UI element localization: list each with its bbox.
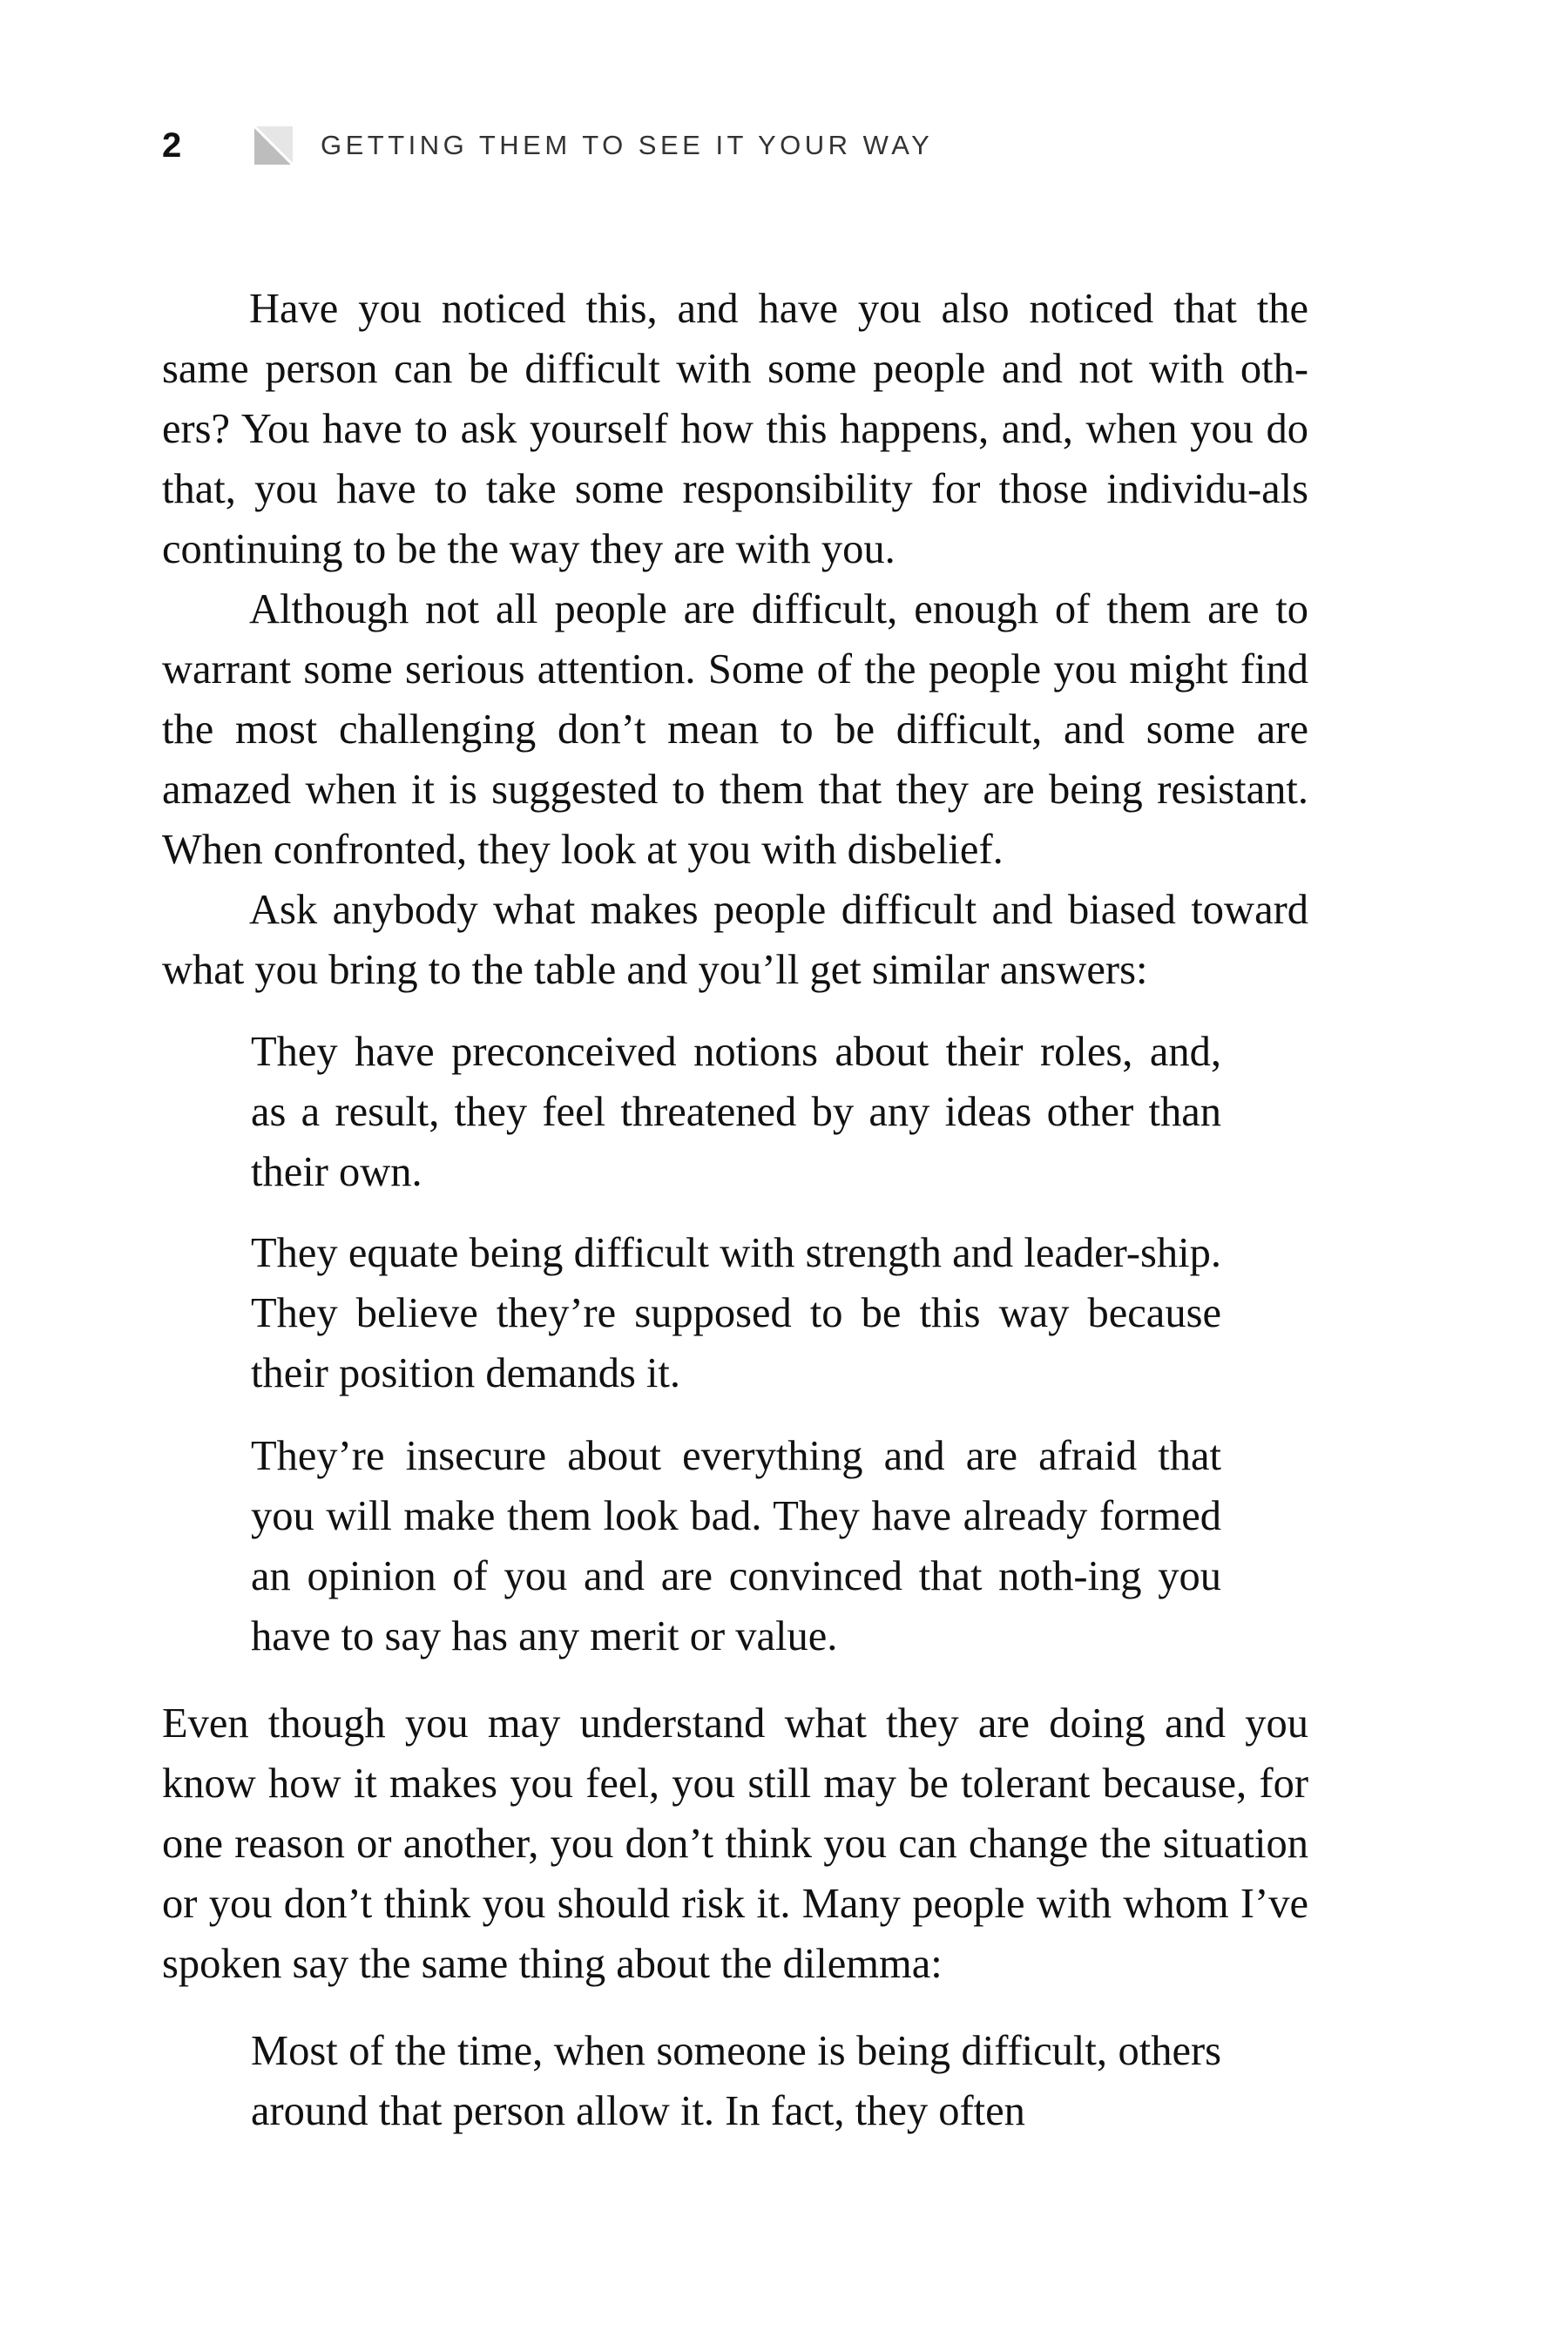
running-head [162,120,933,171]
paragraph-1: Have you noticed this, and have you also noticed that the same person can be difficult with some people and not with oth-ers? You have to ask yourself how this happens, and, when you do that, you have to take some responsibility for those individu-als continuing to be the way they are with you. [162,286,1308,572]
block-quote-4: Most of the time, when someone is being difficult, others around that person allow it. In fact, they often [251,2028,1221,2134]
page-number: 2 [162,126,182,165]
block-quote-2: They equate being difficult with strength and leader-ship. They believe they’re supposed to be this way because their position demands it. [251,1230,1221,1396]
block-quote-1: They have preconceived notions about their roles, and, as a result, they feel threatened by any ideas other than their own. [251,1029,1221,1195]
paragraph-4: Even though you may understand what they are doing and you know how it makes you feel, you still may be tolerant because, for one reason or another, you don’t think you can change the situation or you don’t think you should risk it. Many people with whom I’ve spoken say the same thing about the dilemma: [162,1700,1308,1987]
running-title: GETTING THEM TO SEE IT YOUR WAY [321,130,934,160]
paragraph-3: Ask anybody what makes people difficult and biased toward what you bring to the table and you’ll get similar answers: [162,887,1308,993]
block-quote-3: They’re insecure about everything and are afraid that you will make them look bad. They have already formed an opinion of you and are convinced that noth-ing you have to say has any merit or value. [251,1433,1221,1659]
paragraph-2: Although not all people are difficult, enough of them are to warrant some serious attention. Some of the people you might find the most challenging don’t mean to be difficult, and some are amazed when it is suggested to them that they are being resistant. When confronted, they look at you with disbelief. [162,586,1308,873]
corner-fold-icon [254,126,293,165]
